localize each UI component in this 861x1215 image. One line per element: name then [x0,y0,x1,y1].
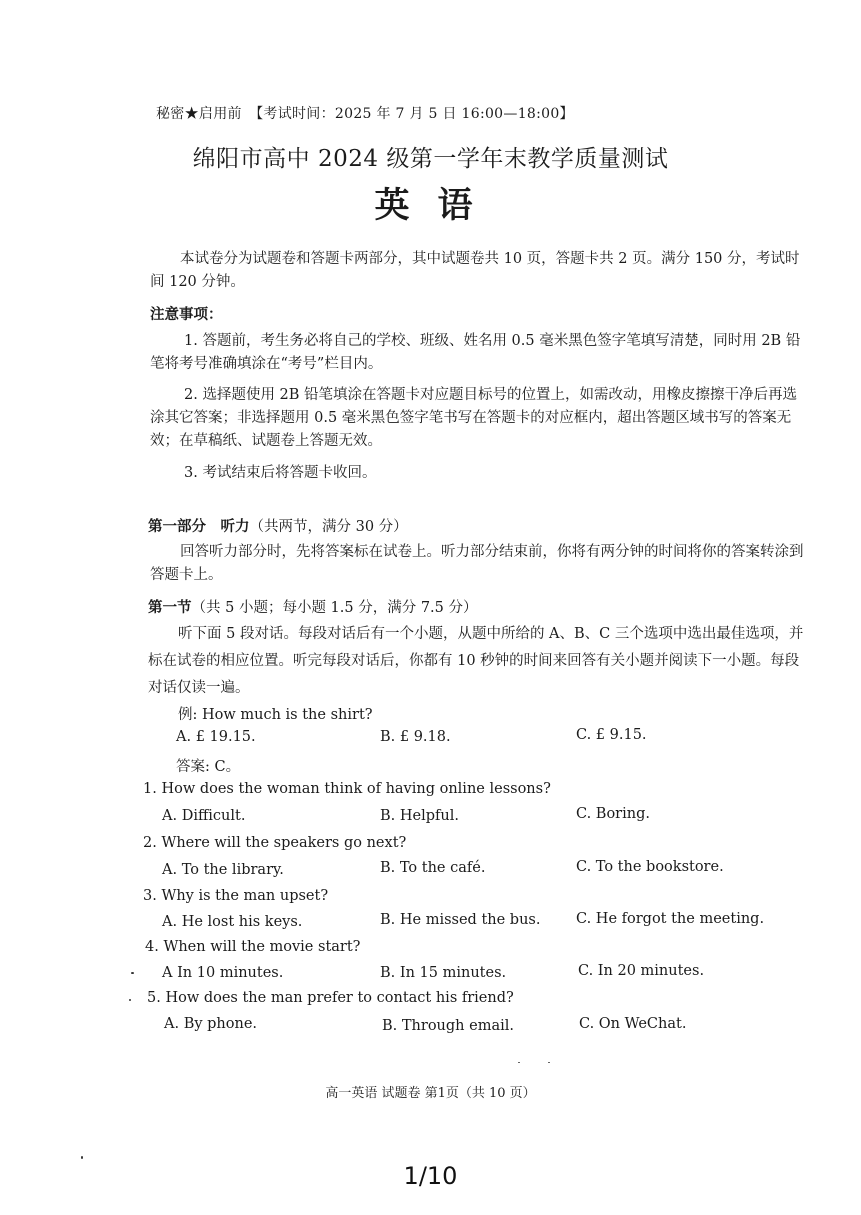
intro-paragraph: 本试卷分为试题卷和答题卡两部分，其中试题卷共 10 页，答题卡共 2 页。满分 150 分，考试时间 120 分钟。 [150,251,800,290]
q4-option-b: B. In 15 minutes. [380,965,507,981]
scan-speck [548,1062,550,1063]
section-heading-label: 第一节 [148,599,192,616]
section-heading-detail: （共 5 小题；每小题 1.5 分，满分 7.5 分） [191,600,478,616]
page-footer: 高一英语 试题卷 第1页（共 10 页） [325,1086,536,1101]
q1-option-c: C. Boring. [576,806,650,822]
q5-option-c: C. On WeChat. [579,1016,687,1032]
scan-speck [518,1062,520,1063]
example-answer: 答案: C。 [176,759,241,775]
note-item: 1. 答题前，考生务必将自己的学校、班级、姓名用 0.5 毫米黑色签字笔填写清楚，同时用 2B 铅笔将考号准确填涂在“考号”栏目内。 [150,333,801,372]
question-1: 1. How does the woman think of having online lessons? [143,781,551,797]
example-option-a: A. £ 19.15. [176,729,256,745]
question-3: 3. Why is the man upset? [143,888,329,904]
q2-option-b: B. To the café. [380,860,486,876]
part-heading-detail: （共两节，满分 30 分） [249,519,408,535]
part-description: 回答听力部分时，先将答案标在试卷上。听力部分结束前，你将有两分钟的时间将你的答案转涂到答题卡上。 [150,544,804,583]
q1-option-a: A. Difficult. [162,808,246,824]
section-heading [148,596,478,617]
note-item: 3. 考试结束后将答题卡收回。 [184,465,377,481]
part-heading [148,515,408,536]
question-5: 5. How does the man prefer to contact his friend? [147,990,514,1006]
section-description: 听下面 5 段对话。每段对话后有一个小题，从题中所给的 A、B、C 三个选项中选出最佳选项，并标在试卷的相应位置。听完每段对话后，你都有 10 秒钟的时间来回答有关小题并阅读下一小题。每段对话仅读一遍。 [148,626,804,696]
q2-option-a: A. To the library. [162,862,284,878]
q4-option-c: C. In 20 minutes. [578,963,705,979]
confidential-header: 秘密★启用前 【考试时间：2025 年 7 月 5 日 16:00—18:00】 [156,106,574,122]
q5-option-a: A. By phone. [164,1016,258,1032]
notes-heading: 注意事项： [150,306,223,323]
scan-speck [131,972,134,974]
question-2: 2. Where will the speakers go next? [143,835,407,851]
example-option-c: C. £ 9.15. [576,727,647,743]
exam-title: 绵阳市高中 2024 级第一学年末教学质量测试 [192,146,669,172]
q4-option-a: A In 10 minutes. [162,965,284,981]
example-option-b: B. £ 9.18. [380,729,451,745]
q3-option-c: C. He forgot the meeting. [576,911,765,927]
page-indicator: 1/10 [403,1162,458,1190]
question-4: 4. When will the movie start? [145,939,361,955]
part-heading-label: 第一部分 听力 [148,518,250,535]
scan-speck [81,1156,83,1159]
q2-option-c: C. To the bookstore. [576,859,724,875]
scan-speck [129,999,131,1001]
example-question: 例: How much is the shirt? [178,707,373,723]
q3-option-a: A. He lost his keys. [162,914,303,930]
q3-option-b: B. He missed the bus. [380,912,541,928]
subject-title: 英语 [374,185,501,226]
q1-option-b: B. Helpful. [380,808,459,824]
q5-option-b: B. Through email. [382,1018,514,1034]
note-item: 2. 选择题使用 2B 铅笔填涂在答题卡对应题目标号的位置上，如需改动，用橡皮擦擦干净后再选涂其它答案；非选择题用 0.5 毫米黑色签字笔书写在答题卡的对应框内，超出答题区域书写的答案无效；在草稿纸、试题卷上答题无效。 [150,387,798,449]
